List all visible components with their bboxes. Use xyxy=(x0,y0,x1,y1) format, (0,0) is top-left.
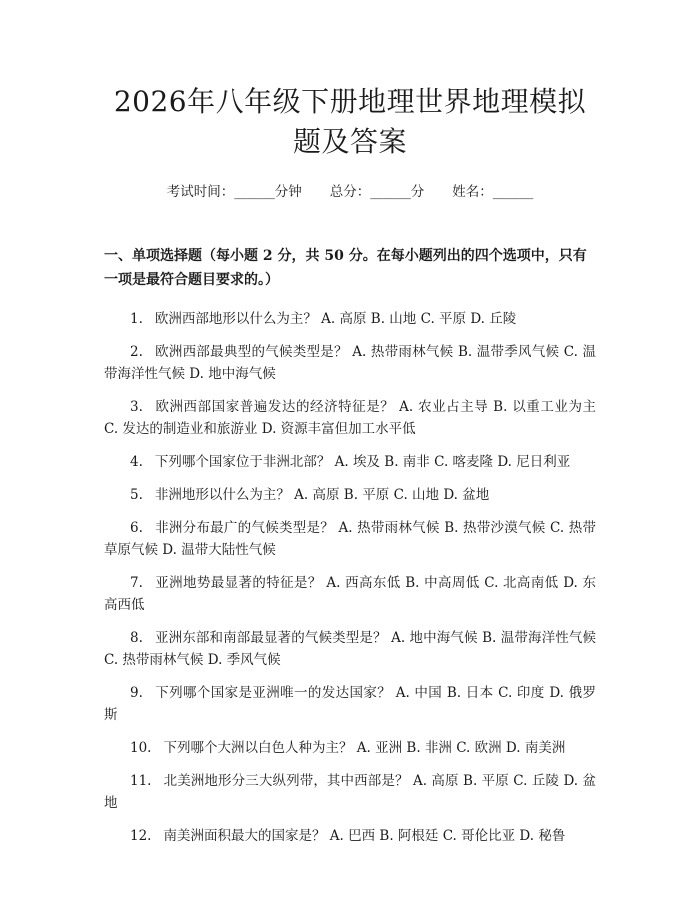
question-item xyxy=(104,517,596,561)
question-text: 北美洲地形分三大纵列带，其中西部是？ A. 高原 B. 平原 C. 丘陵 D. 盆地 xyxy=(104,773,596,811)
question-number: 2. xyxy=(130,344,143,360)
question-number: 1. xyxy=(130,311,143,327)
question-item xyxy=(104,451,596,473)
question-text: 亚洲东部和南部最显著的气候类型是？ A. 地中海气候 B. 温带海洋性气候 C. 热带雨林气候 D. 季风气候 xyxy=(104,630,596,668)
question-text: 欧洲西部最典型的气候类型是？ A. 热带雨林气候 B. 温带季风气候 C. 温带海洋性气候 D. 地中海气候 xyxy=(104,344,596,382)
question-number: 3. xyxy=(130,399,143,415)
question-text: 南美洲面积最大的国家是？ A. 巴西 B. 阿根廷 C. 哥伦比亚 D. 秘鲁 xyxy=(163,828,566,844)
question-item xyxy=(104,737,596,759)
question-number: 12. xyxy=(130,828,152,844)
question-item xyxy=(104,770,596,814)
question-number: 7. xyxy=(130,575,143,591)
total-score-label: 总分：______分 xyxy=(329,184,425,200)
question-number: 8. xyxy=(130,630,143,646)
exam-meta xyxy=(104,182,596,202)
question-number: 5. xyxy=(130,487,143,503)
question-text: 下列哪个国家是亚洲唯一的发达国家？ A. 中国 B. 日本 C. 印度 D. 俄罗斯 xyxy=(104,685,596,723)
question-list xyxy=(104,308,596,847)
question-item xyxy=(104,341,596,385)
question-number: 10. xyxy=(130,740,152,756)
question-number: 4. xyxy=(130,454,143,470)
question-text: 下列哪个大洲以白色人种为主？ A. 亚洲 B. 非洲 C. 欧洲 D. 南美洲 xyxy=(163,740,566,756)
question-number: 6. xyxy=(130,520,143,536)
student-name-label: 姓名：______ xyxy=(452,184,534,200)
question-item xyxy=(104,396,596,440)
section-heading: 一、单项选择题（每小题 2 分，共 50 分。在每小题列出的四个选项中，只有一项是最符合题目要求的。） xyxy=(104,248,587,288)
question-text: 非洲地形以什么为主？ A. 高原 B. 平原 C. 山地 D. 盆地 xyxy=(154,487,490,503)
question-number: 9. xyxy=(130,685,143,701)
question-item xyxy=(104,825,596,847)
question-text: 欧洲西部地形以什么为主？ A. 高原 B. 山地 C. 平原 D. 丘陵 xyxy=(154,311,517,327)
question-text: 欧洲西部国家普遍发达的经济特征是？ A. 农业占主导 B. 以重工业为主 C. 发达的制造业和旅游业 D. 资源丰富但加工水平低 xyxy=(104,399,596,437)
question-text: 亚洲地势最显著的特征是？ A. 西高东低 B. 中高周低 C. 北高南低 D. 东高西低 xyxy=(104,575,596,613)
question-text: 下列哪个国家位于非洲北部？ A. 埃及 B. 南非 C. 喀麦隆 D. 尼日利亚 xyxy=(154,454,571,470)
question-number: 11. xyxy=(130,773,152,789)
page-title: 2026年八年级下册地理世界地理模拟题及答案 xyxy=(113,85,587,158)
question-item xyxy=(104,682,596,726)
question-item xyxy=(104,308,596,330)
question-item xyxy=(104,484,596,506)
question-item xyxy=(104,627,596,671)
exam-time-label: 考试时间：______分钟 xyxy=(166,184,302,200)
question-item xyxy=(104,572,596,616)
question-text: 非洲分布最广的气候类型是？ A. 热带雨林气候 B. 热带沙漠气候 C. 热带草原气候 D. 温带大陆性气候 xyxy=(104,520,596,558)
